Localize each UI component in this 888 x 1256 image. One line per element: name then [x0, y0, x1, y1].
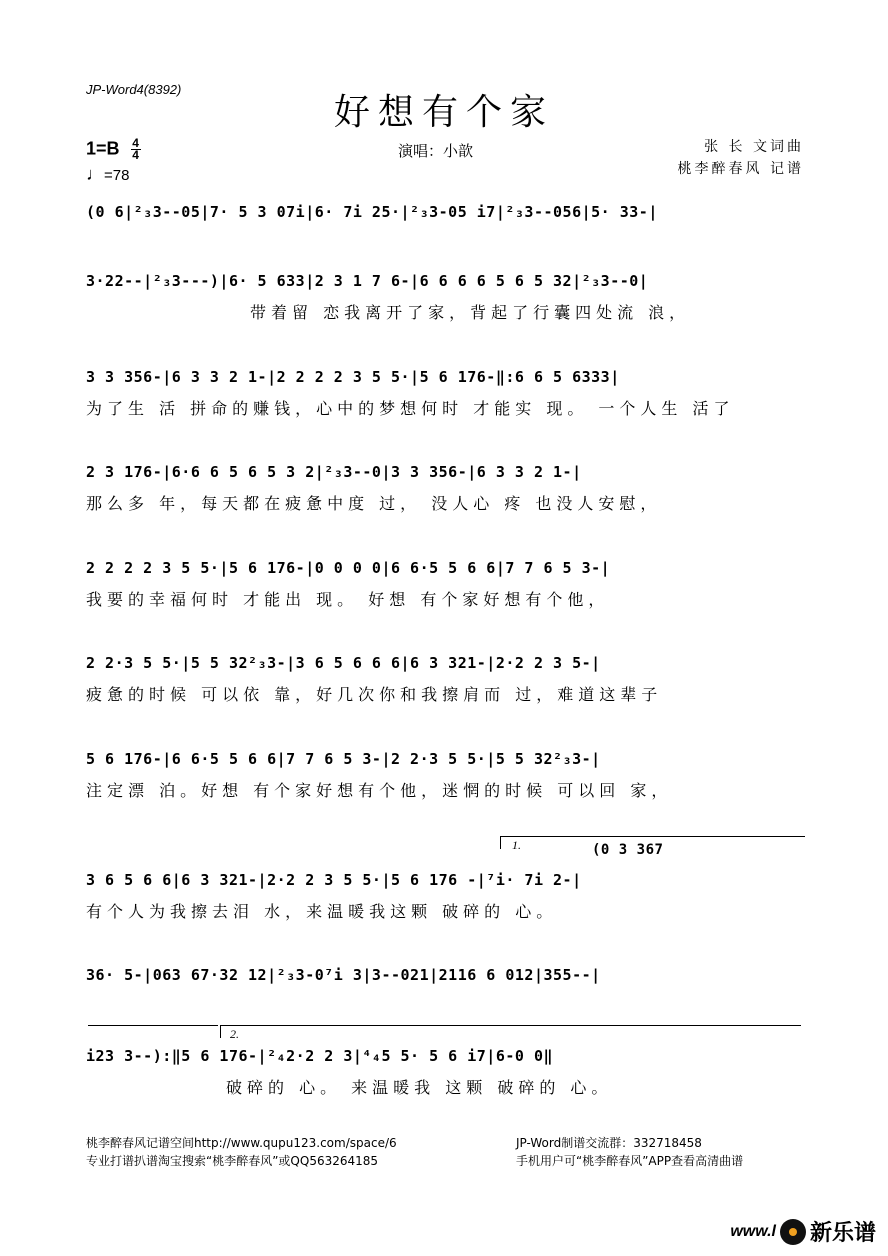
repeat-bracket [88, 1025, 218, 1038]
lyrics-line-8: 有个人为我擦去泪 水，来温暖我这颗 破碎的 心。 [86, 902, 558, 921]
footer-left [86, 1134, 397, 1170]
footer-right [516, 1134, 743, 1170]
notation-line-6: 2 2·3 5 5·|5 5 32²₃3-|3 6 5 6 6 6|6 3 321-|2·2 2 3 5-| [86, 654, 601, 672]
notation-line-7: 5 6 176-|6 6·5 5 6 6|7 7 6 5 3-|2 2·3 5 5·|5 5 32²₃3-| [86, 750, 601, 768]
lyrics-line-4: 那么多 年，每天都在疲惫中度 过， 没人心 疼 也没人安慰， [86, 494, 662, 513]
lyricist-credit: 张 长 文词曲 [704, 139, 804, 155]
notation-line-2: 3·22--|²₃3---)|6· 5 633|2 3 1 7 6-|6 6 6 6 5 6 5 32|²₃3--0| [86, 272, 649, 290]
notation-line-3: 3 3 356-|6 3 3 2 1-|2 2 2 2 3 5 5·|5 6 176-‖:6 6 5 6333| [86, 368, 620, 386]
software-tag: JP-Word4(8392) [86, 82, 182, 97]
key-signature [86, 138, 141, 161]
footer-right-line-2: 手机用户可“桃李醉春风”APP查看高清曲谱 [516, 1154, 744, 1168]
second-ending-label: 2. [230, 1027, 239, 1041]
record-disc-icon [780, 1219, 806, 1245]
logo-name: 新乐谱 [809, 1221, 876, 1246]
first-ending-notes: (0 3 367 [592, 842, 664, 858]
notation-line-1: (0 6|²₃3--05|7· 5 3 07i|6· 7i 25·|²₃3-05 i7|²₃3--056|5· 33-| [86, 203, 658, 221]
footer-left-line-2: 专业打谱扒谱淘宝搜索“桃李醉春风”或QQ563264185 [86, 1154, 379, 1168]
key-text: 1=B [86, 138, 120, 159]
notation-line-5: 2 2 2 2 3 5 5·|5 6 176-|0 0 0 0|6 6·5 5 6 6|7 7 6 5 3-| [86, 559, 611, 577]
second-ending-bracket [220, 1025, 801, 1038]
lyrics-line-6: 疲惫的时候 可以依 靠，好几次你和我擦肩而 过，难道这辈子 [86, 685, 663, 704]
tempo-text: =78 [104, 167, 130, 184]
lyrics-line-3: 为了生 活 拼命的赚钱，心中的梦想何时 才能实 现。 一个人生 活了 [86, 399, 735, 418]
footer-left-line-1: 桃李醉春风记谱空间http://www.qupu123.com/space/6 [86, 1136, 397, 1150]
notation-line-10: i23 3--):‖5 6 176-|²₄2·2 2 3|⁴₄5 5· 5 6 i7|6-0 0‖ [86, 1047, 554, 1065]
tempo-marking [86, 166, 129, 184]
singer-credit: 演唱：小歆 [398, 142, 474, 160]
time-signature [131, 138, 141, 161]
quarter-note-icon: ♩ [86, 164, 104, 184]
lyrics-line-2: 带着留 恋我离开了家，背起了行囊四处流 浪， [250, 303, 691, 322]
lyrics-line-7: 注定漂 泊。好想 有个家好想有个他，迷惘的时候 可以回 家， [86, 781, 673, 800]
credits [678, 136, 804, 180]
notation-line-4: 2 3 176-|6·6 6 5 6 5 3 2|²₃3--0|3 3 356-|6 3 3 2 1-| [86, 463, 582, 481]
footer-right-line-1: JP-Word制谱交流群：332718458 [516, 1136, 702, 1150]
transcriber-credit: 桃李醉春风 记谱 [677, 161, 804, 177]
first-ending-label: 1. [512, 838, 521, 852]
site-logo [730, 1216, 876, 1247]
song-title: 好想有个家 [333, 92, 554, 133]
time-top: 4 [132, 136, 139, 150]
lyrics-line-5: 我要的幸福何时 才能出 现。 好想 有个家好想有个他， [86, 590, 610, 609]
lyrics-line-10: 破碎的 心。 来温暖我 这颗 破碎的 心。 [226, 1078, 613, 1097]
logo-url: www.l [730, 1222, 776, 1240]
notation-line-9: 36· 5-|063 67·32 12|²₃3-0⁷i 3|3--021|2116 6 012|355--| [86, 966, 601, 984]
time-bottom: 4 [132, 148, 139, 162]
notation-line-8: 3 6 5 6 6|6 3 321-|2·2 2 3 5 5·|5 6 176 -|⁷i· 7i 2-| [86, 871, 582, 889]
